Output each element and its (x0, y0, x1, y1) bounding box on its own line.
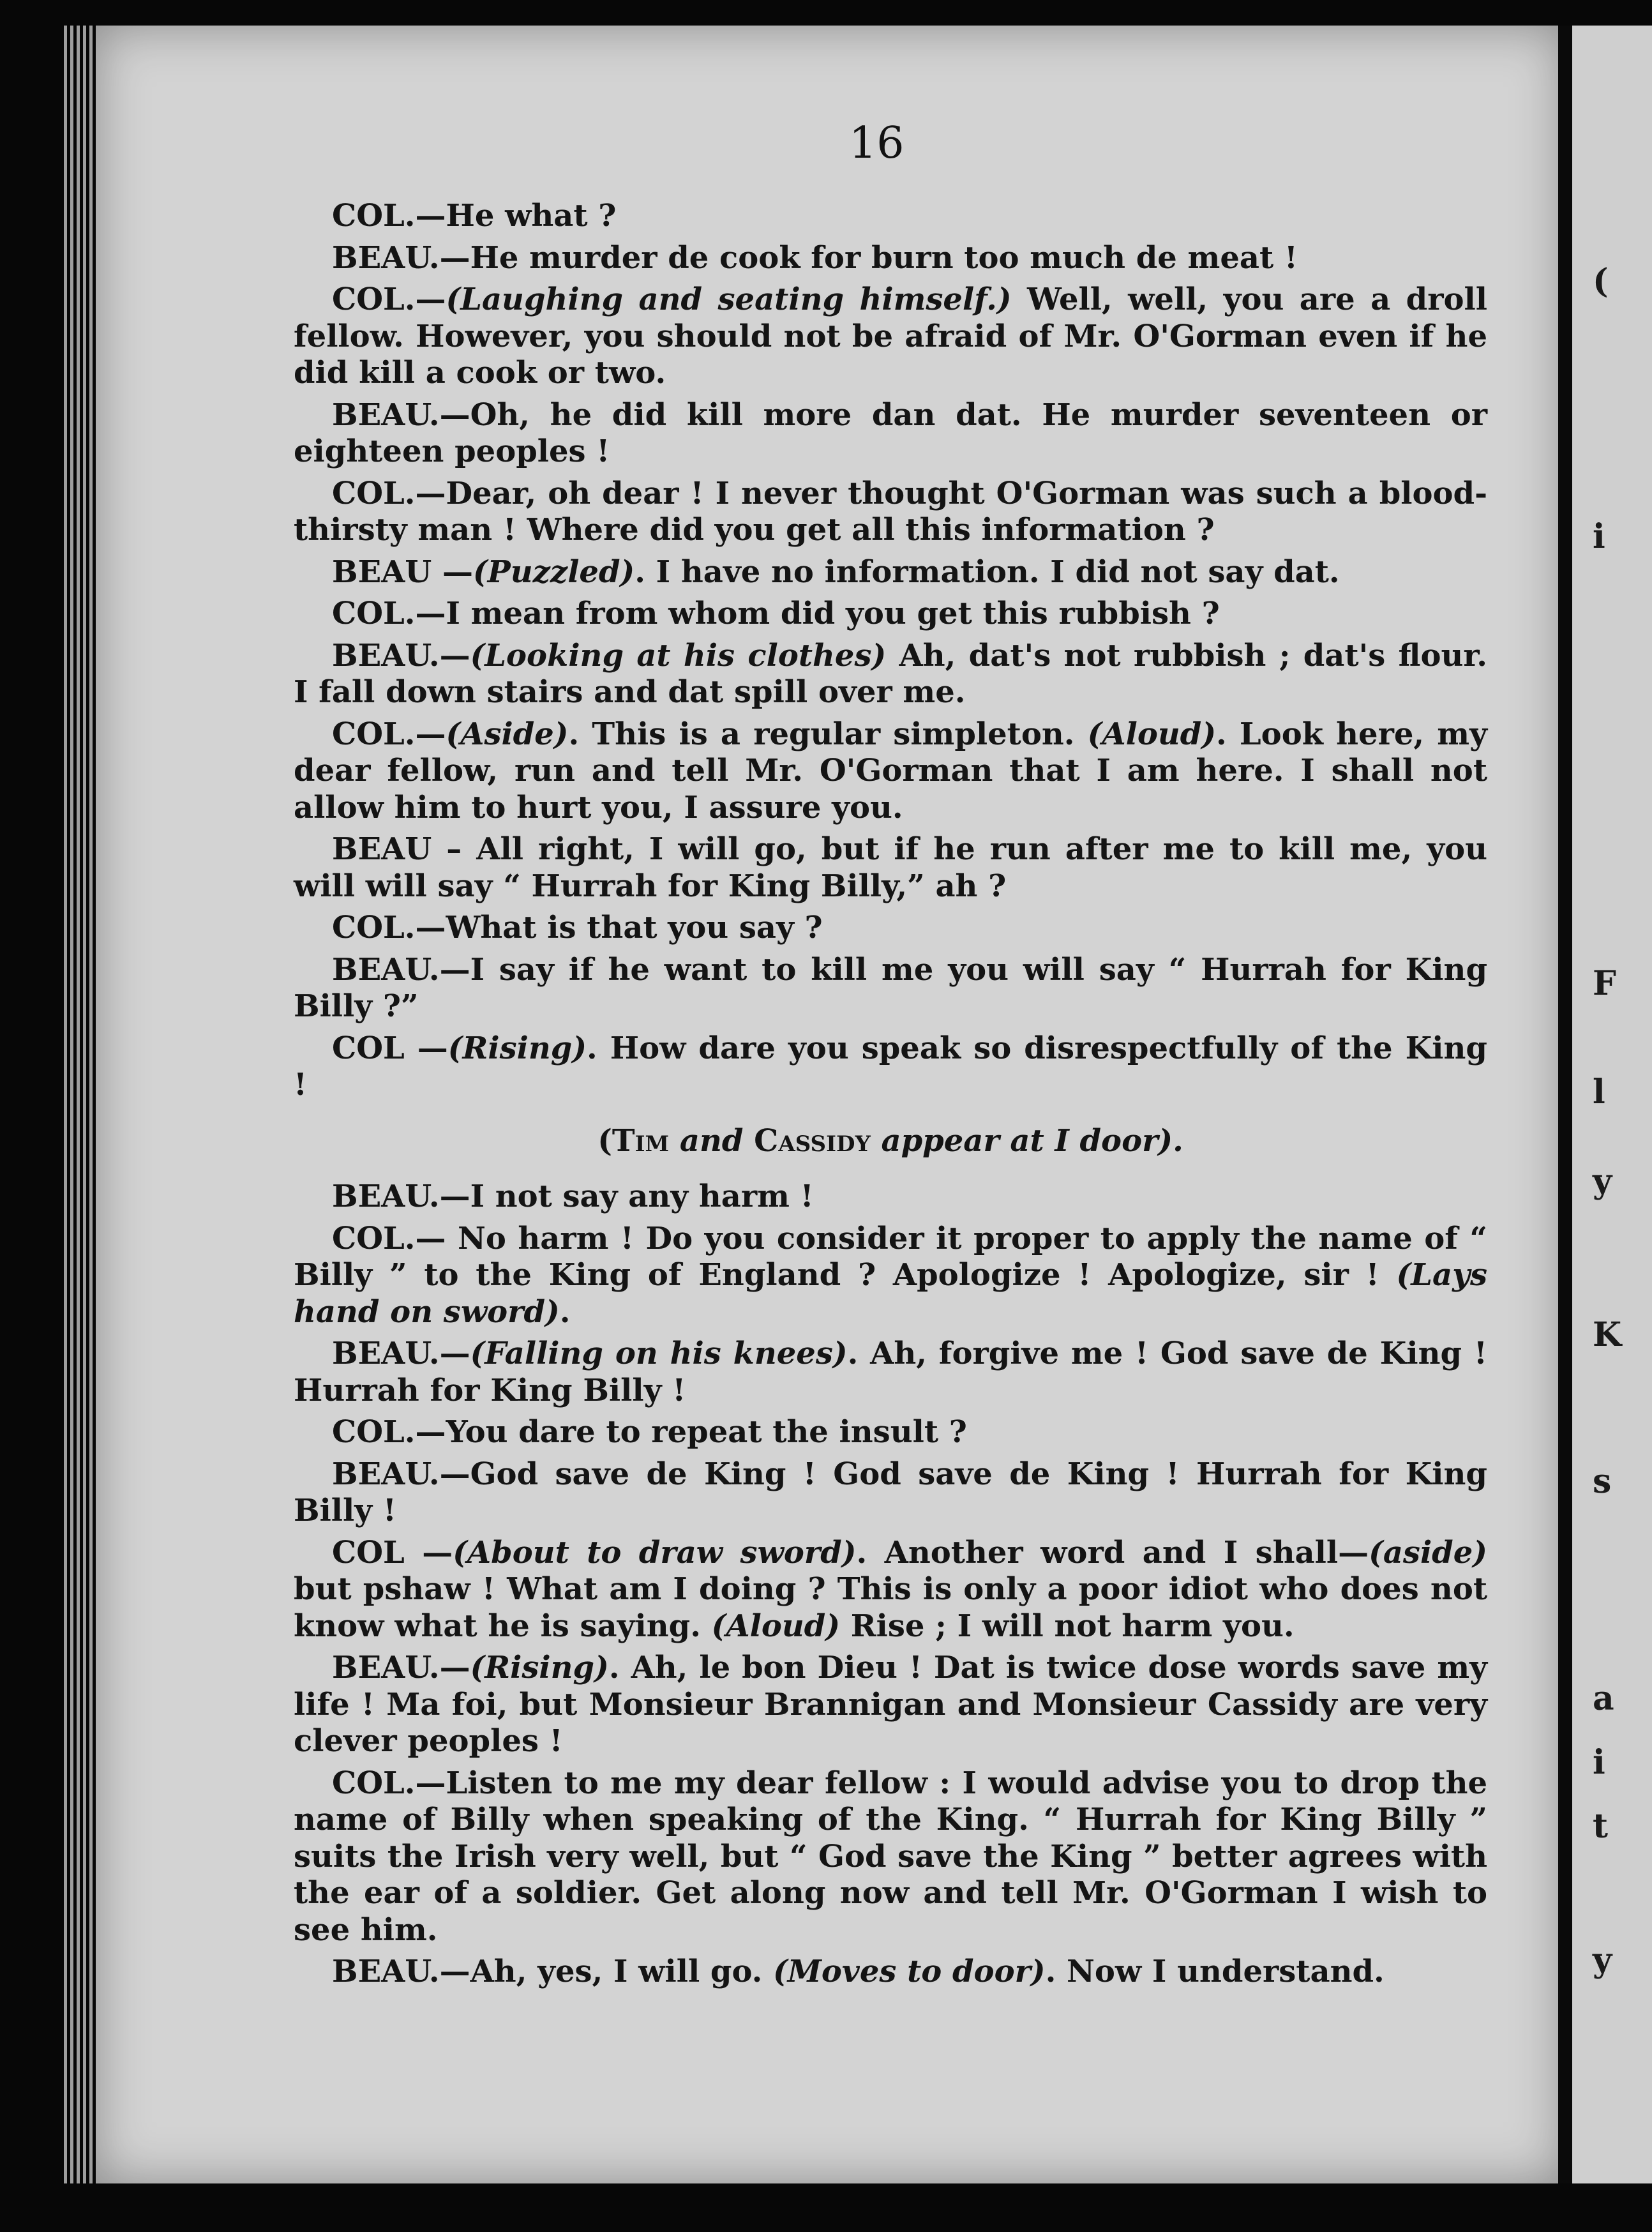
facing-page-fragment: y (1593, 1941, 1612, 1980)
facing-page-fragment: a (1593, 1679, 1614, 1718)
facing-page-fragment: ( (1593, 262, 1609, 301)
speech (294, 1221, 1487, 1331)
speech (294, 554, 1487, 591)
speech (294, 282, 1487, 392)
speaker-label: COL.— (332, 910, 446, 946)
speaker-label: BEAU.— (332, 1336, 470, 1371)
facing-page-fragment: t (1593, 1807, 1609, 1846)
speaker-label: BEAU.— (332, 1179, 470, 1214)
spoken-line: . Another word and I shall— (856, 1534, 1369, 1571)
speech (294, 952, 1487, 1025)
speech (294, 910, 1487, 947)
speech (294, 1765, 1487, 1949)
speaker-label: COL.— (332, 596, 446, 631)
speaker-label: COL.— (332, 198, 446, 234)
spoken-line: . (559, 1293, 571, 1330)
speech (294, 1336, 1487, 1409)
stage-note: (Moves to door) (773, 1954, 1046, 1989)
speaker-label: BEAU – (332, 831, 462, 867)
speech (294, 831, 1487, 905)
speaker-label: BEAU.— (332, 1954, 470, 1989)
facing-page-fragment: F (1593, 964, 1616, 1003)
spoken-line: You dare to repeat the insult ? (446, 1414, 967, 1450)
speech (294, 397, 1487, 471)
spoken-line: . Look here, my dear fellow, run and tell Mr. O'Gorman that I am here. I shall not allow him to hurt you, I assure you. (294, 716, 1487, 826)
stage-note: (Rising) (470, 1650, 609, 1685)
facing-page-fragment: s (1593, 1462, 1612, 1501)
speech (294, 1535, 1487, 1645)
stage-note: (About to draw sword) (453, 1534, 857, 1571)
speaker-label: BEAU.— (332, 396, 470, 433)
stage-note: (aside) (1369, 1534, 1487, 1571)
speaker-label: COL.— (332, 475, 446, 511)
speech (294, 638, 1487, 711)
speaker-label: BEAU.— (332, 239, 470, 276)
speaker-label: BEAU — (332, 554, 473, 590)
stage-note: (Aside) (446, 716, 569, 752)
spoken-line: I say if he want to kill me you will say “ Hurrah for King Billy ?” (294, 951, 1487, 1024)
spoken-line: What is that you say ? (446, 910, 823, 946)
dialogue-block-2 (294, 1179, 1487, 1991)
speaker-label: BEAU.— (332, 1456, 470, 1492)
speech (294, 1650, 1487, 1760)
spoken-line: God save de King ! God save de King ! Hurrah for King Billy ! (294, 1456, 1487, 1528)
speaker-label: COL — (332, 1030, 448, 1066)
stage-note: (Laughing and seating himself.) (446, 282, 1012, 317)
spoken-line: . I have no information. I did not say dat. (635, 554, 1340, 590)
play-text (294, 198, 1487, 1991)
stage-direction: (Tim and Cassidy appear at I door). (597, 1122, 1183, 1159)
spoken-line: . How dare you speak so disrespectfully of the King ! (294, 1030, 1487, 1103)
stage-note: (Aloud) (1087, 716, 1217, 752)
spoken-line: Well, well, you are a droll fellow. However, you should not be afraid of Mr. O'Gorman even if he did kill a cook or two. (294, 282, 1488, 391)
spoken-line: . This is a regular simpleton. (568, 716, 1088, 752)
speaker-label: BEAU.— (332, 951, 470, 988)
facing-page-fragment: i (1593, 517, 1605, 556)
facing-page-fragment: y (1593, 1162, 1612, 1201)
speaker-label: COL.— (332, 1765, 446, 1801)
speech (294, 476, 1487, 549)
speech (294, 198, 1487, 235)
speaker-label: COL.— (332, 282, 446, 317)
spoken-line: Oh, he did kill more dan dat. He murder seventeen or eighteen peoples ! (294, 396, 1487, 469)
spoken-line: Ah, dat's not rubbish ; dat's flour. I fall down stairs and dat spill over me. (294, 637, 1487, 710)
page-number: 16 (849, 118, 905, 169)
speaker-label: COL.— (332, 1414, 446, 1450)
stage-note: (Rising) (447, 1030, 587, 1066)
speech (294, 1456, 1487, 1530)
speech (294, 240, 1487, 277)
spoken-line: I not say any harm ! (470, 1179, 814, 1214)
stage-note: (Lays hand on sword) (294, 1257, 1487, 1330)
speech (294, 716, 1487, 827)
speaker-label: COL.— (332, 716, 446, 752)
speech (294, 1179, 1487, 1216)
spoken-line: . Ah, forgive me ! God save de King ! Hurrah for King Billy ! (294, 1336, 1487, 1408)
speech (294, 1030, 1487, 1104)
dialogue-block-1 (294, 198, 1487, 1104)
speaker-label: COL.— (332, 1220, 446, 1256)
stage-note: (Falling on his knees) (470, 1336, 848, 1371)
speaker-label: COL — (332, 1534, 453, 1571)
spoken-line: No harm ! Do you consider it proper to apply the name of “ Billy ” to the King of England ? Apologize ! Apologize, sir ! (294, 1220, 1487, 1293)
spoken-line: . Now I understand. (1045, 1954, 1385, 1989)
facing-page-fragment: K (1593, 1315, 1622, 1354)
speaker-label: BEAU.— (332, 1650, 470, 1685)
spoken-line: He what ? (446, 198, 617, 234)
speech (294, 1414, 1487, 1451)
speech (294, 1954, 1487, 1991)
spoken-line: Listen to me my dear fellow : I would advise you to drop the name of Billy when speaking of the King. “ Hurrah for King Billy ” suits the Irish very well, but “ God save the King ” better agrees with the ear of a soldier. Get along now and tell Mr. O'Gorman I wish to see him. (294, 1765, 1487, 1948)
stage-note: (Looking at his clothes) (470, 637, 887, 674)
spoken-line: Dear, oh dear ! I never thought O'Gorman was such a blood-thirsty man ! Where did you get all this information ? (294, 475, 1487, 548)
stage-note: (Puzzled) (472, 554, 635, 590)
spoken-line: All right, I will go, but if he run after me to kill me, you will will say “ Hurrah for King Billy,” ah ? (294, 831, 1487, 904)
spoken-line: . Ah, le bon Dieu ! Dat is twice dose words save my life ! Ma foi, but Monsieur Brannigan and Monsieur Cassidy are very clever peoples ! (294, 1650, 1487, 1759)
spoken-line: Ah, yes, I will go. (470, 1954, 774, 1989)
facing-page-fragment: i (1593, 1743, 1605, 1782)
stage-note: (Aloud) (711, 1608, 841, 1644)
spoken-line: I mean from whom did you get this rubbish ? (446, 596, 1220, 631)
speech (294, 596, 1487, 633)
facing-page-fragment: l (1593, 1073, 1605, 1112)
facing-page-strip (1558, 26, 1652, 2183)
spoken-line: Rise ; I will not harm you. (840, 1608, 1295, 1644)
speaker-label: BEAU.— (332, 637, 470, 674)
spoken-line: but pshaw ! What am I doing ? This is only a poor idiot who does not know what he is saying. (294, 1571, 1487, 1644)
spoken-line: He murder de cook for burn too much de meat ! (470, 239, 1298, 276)
